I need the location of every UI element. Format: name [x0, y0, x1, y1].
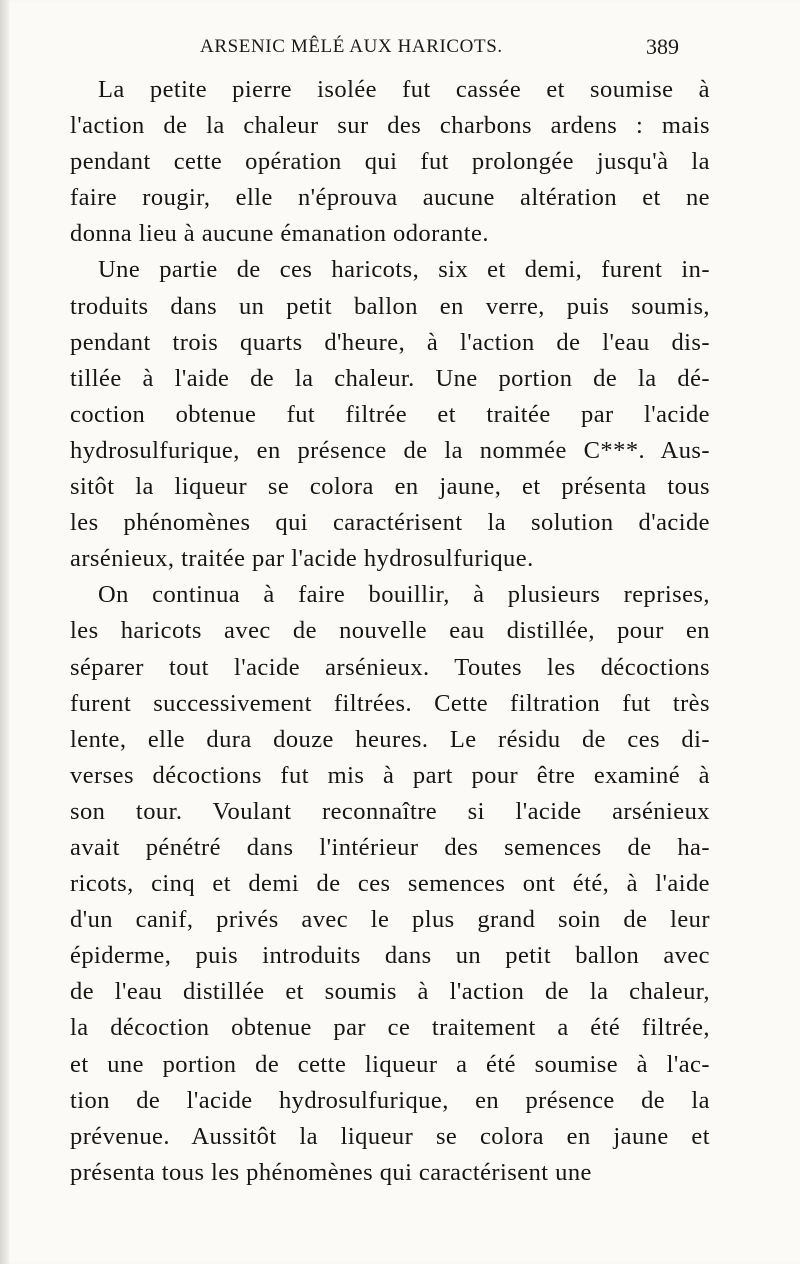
text-line: prévenue. Aussitôt la liqueur se colora en jaune et: [70, 1122, 710, 1150]
text-line: furent successivement filtrées. Cette filtration fut très: [70, 689, 710, 717]
text-line: arsénieux, traitée par l'acide hydrosulfurique.: [70, 545, 534, 573]
body-text: [70, 72, 710, 1191]
text-line: son tour. Voulant reconnaître si l'acide arsénieux: [70, 797, 710, 825]
text-line: verses décoctions fut mis à part pour être examiné à: [70, 761, 710, 789]
text-line: pendant trois quarts d'heure, à l'action de l'eau dis-: [70, 328, 710, 356]
text-line: hydrosulfurique, en présence de la nommée C***. Aus-: [70, 436, 710, 464]
page-edge-shadow: [0, 0, 9, 1264]
text-line: lente, elle dura douze heures. Le résidu de ces di-: [70, 725, 710, 753]
text-line: donna lieu à aucune émanation odorante.: [70, 220, 489, 248]
text-line: tillée à l'aide de la chaleur. Une portion de la dé-: [70, 364, 710, 392]
text-line: tion de l'acide hydrosulfurique, en présence de la: [70, 1086, 710, 1114]
text-line: pendant cette opération qui fut prolongée jusqu'à la: [70, 148, 710, 176]
text-line: faire rougir, elle n'éprouva aucune altération et ne: [70, 184, 710, 212]
text-line: les haricots avec de nouvelle eau distillée, pour en: [70, 617, 710, 645]
text-line: l'action de la chaleur sur des charbons ardens : mais: [70, 112, 710, 140]
page-header: [0, 30, 800, 64]
text-line: sitôt la liqueur se colora en jaune, et présenta tous: [70, 473, 710, 501]
text-line: épiderme, puis introduits dans un petit ballon avec: [70, 942, 710, 970]
text-line: coction obtenue fut filtrée et traitée par l'acide: [70, 400, 710, 428]
text-line: les phénomènes qui caractérisent la solution d'acide: [70, 509, 710, 537]
running-head: ARSENIC MÊLÉ AUX HARICOTS.: [200, 36, 503, 57]
text-line: ricots, cinq et demi de ces semences ont été, à l'aide: [70, 870, 710, 898]
text-line: On continua à faire bouillir, à plusieurs reprises,: [98, 581, 710, 609]
text-line: La petite pierre isolée fut cassée et soumise à: [98, 76, 710, 103]
page-number: 389: [646, 34, 679, 59]
text-line: présenta tous les phénomènes qui caractérisent une: [70, 1158, 592, 1186]
text-line: avait pénétré dans l'intérieur des semences de ha-: [70, 833, 710, 861]
text-line: et une portion de cette liqueur a été soumise à l'ac-: [70, 1050, 710, 1078]
text-line: Une partie de ces haricots, six et demi, furent in-: [98, 256, 710, 284]
text-line: la décoction obtenue par ce traitement a été filtrée,: [70, 1014, 710, 1042]
text-line: séparer tout l'acide arsénieux. Toutes les décoctions: [70, 653, 710, 681]
text-line: de l'eau distillée et soumis à l'action de la chaleur,: [70, 978, 710, 1006]
text-line: troduits dans un petit ballon en verre, puis soumis,: [70, 292, 710, 320]
text-line: d'un canif, privés avec le plus grand soin de leur: [70, 906, 710, 934]
